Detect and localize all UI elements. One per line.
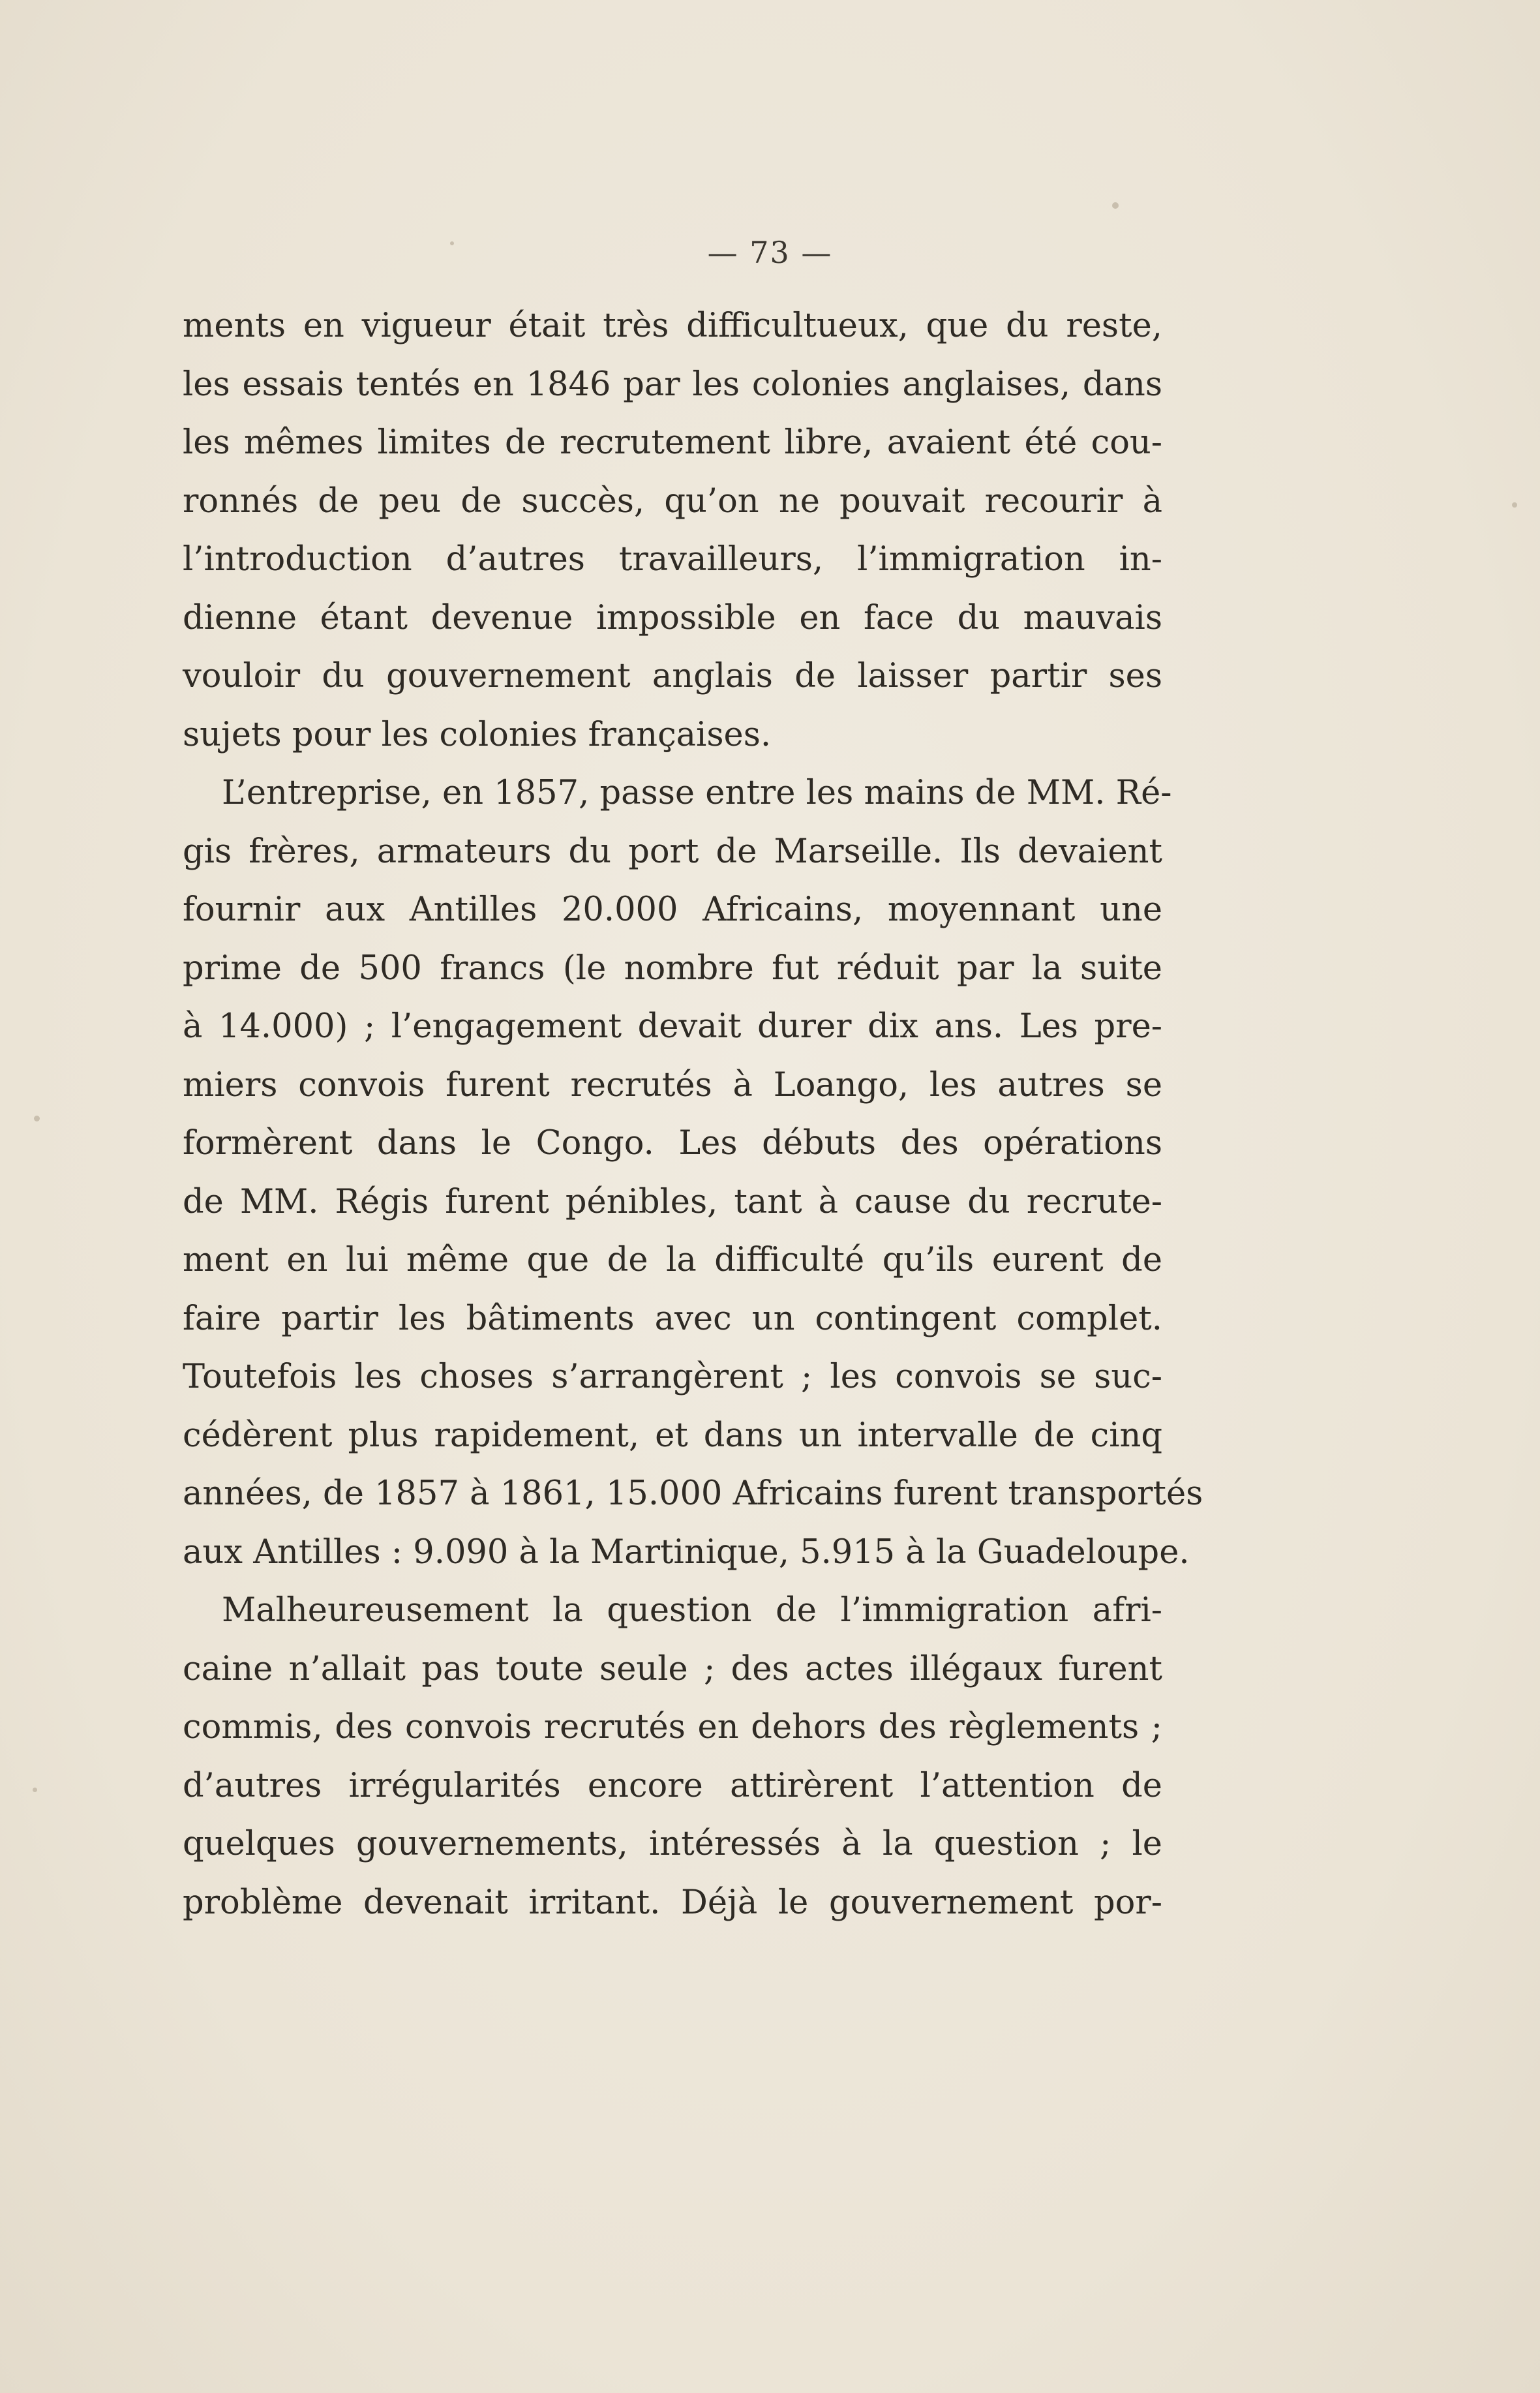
text-line: d’autres irrégularités encore attirèrent l’attention de bbox=[183, 1766, 1162, 1805]
text-line: à 14.000) ; l’engagement devait durer dix ans. Les pre- bbox=[183, 1007, 1162, 1046]
text-line: dienne étant devenue impossible en face du mauvais bbox=[183, 598, 1162, 637]
text-line: cédèrent plus rapidement, et dans un intervalle de cinq bbox=[183, 1416, 1162, 1455]
text-line: fournir aux Antilles 20.000 Africains, moyennant une bbox=[183, 891, 1162, 929]
text-line: ronnés de peu de succès, qu’on ne pouvait recourir à bbox=[183, 481, 1162, 521]
text-line: les mêmes limites de recrutement libre, avaient été cou- bbox=[183, 423, 1162, 462]
text-line: les essais tentés en 1846 par les colonies anglaises, dans bbox=[183, 365, 1162, 404]
text-line: Toutefois les choses s’arrangèrent ; les convois se suc- bbox=[183, 1358, 1162, 1396]
text-line: vouloir du gouvernement anglais de laisser partir ses bbox=[183, 657, 1162, 695]
text-line: problème devenait irritant. Déjà le gouvernement por- bbox=[183, 1883, 1162, 1922]
text-line: caine n’allait pas toute seule ; des actes illégaux furent bbox=[183, 1649, 1162, 1688]
text-line: commis, des convois recrutés en dehors des règlements ; bbox=[183, 1708, 1162, 1746]
text-line: L’entreprise, en 1857, passe entre les mains de MM. Ré- bbox=[222, 774, 1172, 812]
text-line: quelques gouvernements, intéressés à la question ; le bbox=[183, 1825, 1162, 1863]
body-text bbox=[183, 297, 1203, 1932]
text-line: faire partir les bâtiments avec un contingent complet. bbox=[183, 1299, 1162, 1338]
page-number: — 73 — bbox=[707, 235, 833, 270]
text-line: formèrent dans le Congo. Les débuts des opérations bbox=[183, 1124, 1162, 1163]
text-line: miers convois furent recrutés à Loango, les autres se bbox=[183, 1065, 1162, 1105]
text-line: de MM. Régis furent pénibles, tant à cause du recrute- bbox=[183, 1182, 1162, 1221]
text-line: Malheureusement la question de l’immigration afri- bbox=[222, 1591, 1162, 1630]
paper-speck bbox=[33, 1788, 37, 1792]
text-line: l’introduction d’autres travailleurs, l’immigration in- bbox=[183, 540, 1162, 579]
text-line: ment en lui même que de la difficulté qu’ils eurent de bbox=[183, 1241, 1162, 1279]
paper-speck bbox=[450, 241, 454, 245]
text-line: prime de 500 francs (le nombre fut réduit par la suite bbox=[183, 949, 1162, 988]
text-line: années, de 1857 à 1861, 15.000 Africains furent transportés bbox=[183, 1474, 1203, 1513]
text-line: ments en vigueur était très difficultueux, que du reste, bbox=[183, 307, 1162, 345]
text-line: sujets pour les colonies françaises. bbox=[183, 715, 772, 754]
text-line: gis frères, armateurs du port de Marseille. Ils devaient bbox=[183, 832, 1162, 871]
paper-speck bbox=[1112, 202, 1119, 209]
text-line: aux Antilles : 9.090 à la Martinique, 5.915 à la Guadeloupe. bbox=[183, 1532, 1190, 1572]
paper-speck bbox=[34, 1116, 40, 1121]
paper-speck bbox=[1512, 502, 1517, 508]
